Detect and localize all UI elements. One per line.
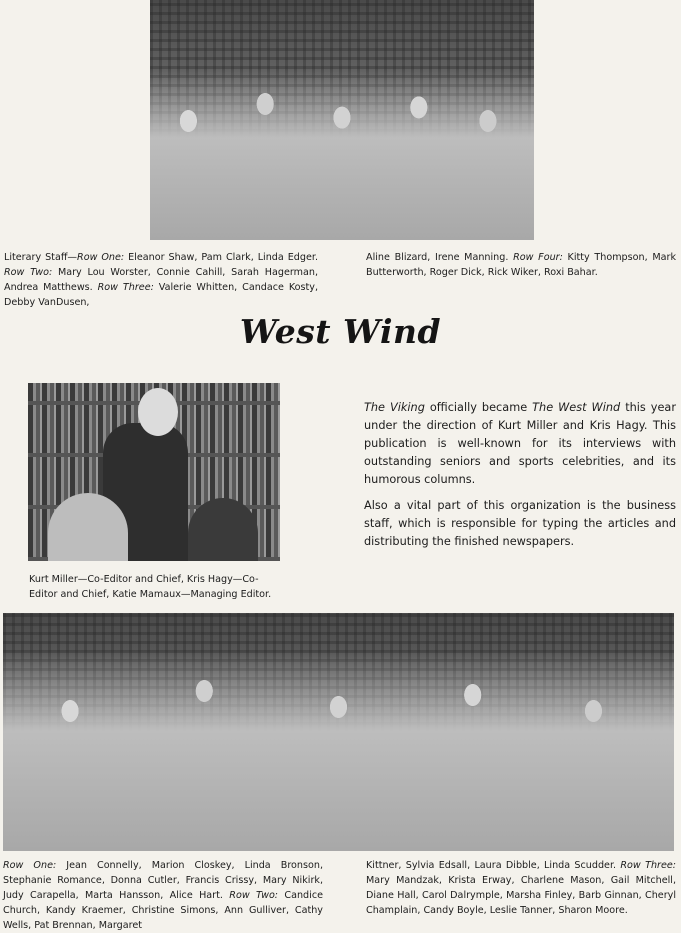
staff-caption-left: Row One: Jean Connelly, Marion Closkey, Linda Bronson, Stephanie Romance, Donna Cutler, Francis Crissy, Mary Nikirk, Judy Carapella, Marta Hansson, Alice Hart. Row Two: Candice Church, Kandy Kraemer, Christine Simons, Ann Gulliver, Cathy Wells, Pat Brennan, Margaret bbox=[3, 860, 323, 931]
literary-staff-photo bbox=[150, 0, 534, 240]
article-paragraph-1: The Viking officially became The West Wind this year under the direction of Kurt Miller and Kris Hagy. This publication is well-known for its interviews with outstanding seniors and sports celebrities, and its humorous columns. bbox=[364, 401, 676, 486]
section-heading: West Wind bbox=[239, 312, 442, 351]
article-paragraph-2: Also a vital part of this organization is the business staff, which is responsible for typing the articles and distributing the finished newspapers. bbox=[364, 499, 676, 548]
literary-staff-caption-right: Aline Blizard, Irene Manning. Row Four: Kitty Thompson, Mark Butterworth, Roger Dick, Rick Wiker, Roxi Bahar. bbox=[366, 252, 676, 278]
editors-caption: Kurt Miller—Co-Editor and Chief, Kris Hagy—Co-Editor and Chief, Katie Mamaux—Managing Editor. bbox=[29, 574, 272, 600]
staff-caption-right: Kittner, Sylvia Edsall, Laura Dibble, Linda Scudder. Row Three: Mary Mandzak, Krista Erway, Charlene Mason, Gail Mitchell, Diane Hall, Carol Dalrymple, Marsha Finley, Barb Ginnan, Cheryl Champlain, Candy Boyle, Leslie Tanner, Sharon Moore. bbox=[366, 860, 677, 916]
staff-group-photo bbox=[3, 613, 674, 851]
editors-photo bbox=[28, 383, 280, 561]
literary-staff-caption-left: Literary Staff—Row One: Eleanor Shaw, Pam Clark, Linda Edger. Row Two: Mary Lou Worster, Connie Cahill, Sarah Hagerman, Andrea Matthews. Row Three: Valerie Whitten, Candace Kosty, Debby VanDusen, bbox=[4, 252, 318, 308]
